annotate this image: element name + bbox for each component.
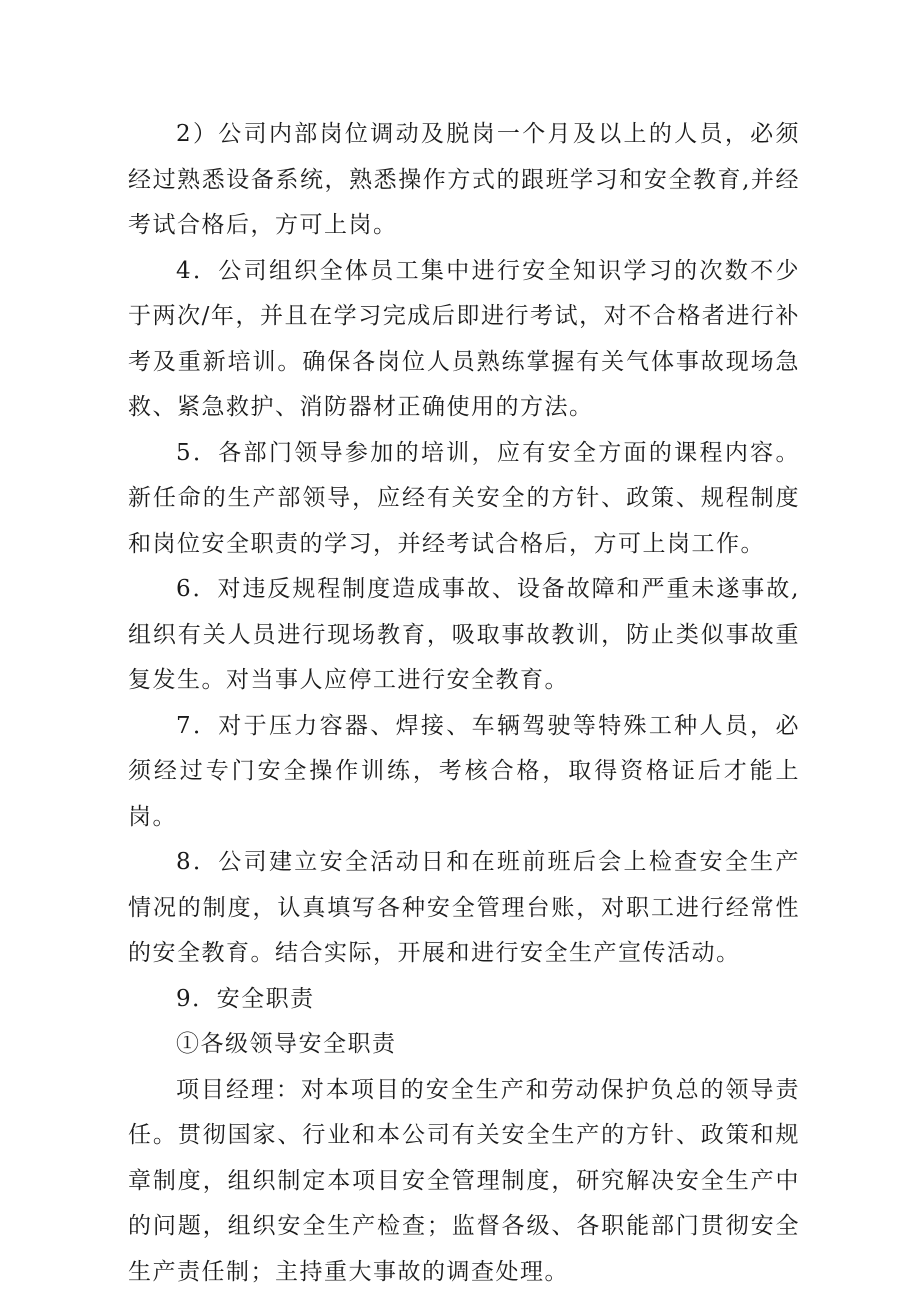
paragraph-item-6-accident-education: 6．对违反规程制度造成事故、设备故障和严重未遂事故,组织有关人员进行现场教育，吸取事故教训，防止类似事故重复发生。对当事人应停工进行安全教育。 (128, 576, 800, 693)
paragraph-project-manager-duties: 项目经理：对本项目的安全生产和劳动保护负总的领导责任。贯彻国家、行业和本公司有关安全生产的方针、政策和规章制度，组织制定本项目安全管理制度，研究解决安全生产中的问题，组织安全生产检查；监督各级、各职能部门贯彻安全生产责任制；主持重大事故的调查处理。 (128, 1076, 800, 1285)
paragraph-item-7-special-workers: 7．对于压力容器、焊接、车辆驾驶等特殊工种人员，必须经过专门安全操作训练，考核合格，取得资格证后才能上岗。 (128, 712, 800, 830)
paragraph-item-4-group-study: 4．公司组织全体员工集中进行安全知识学习的次数不少于两次/年，并且在学习完成后即进行考试，对不合格者进行补考及重新培训。确保各岗位人员熟练掌握有关气体事故现场急救、紧急救护、消防器材正确使用的方法。 (128, 257, 800, 420)
subsection-heading-leader-duties: ①各级领导安全职责 (176, 1031, 397, 1057)
document-body (128, 112, 800, 1295)
paragraph-item-8-safety-activity-day: 8．公司建立安全活动日和在班前班后会上检查安全生产情况的制度，认真填写各种安全管理台账，对职工进行经常性的安全教育。结合实际，开展和进行安全生产宣传活动。 (128, 849, 800, 966)
paragraph-transfer-training: 2）公司内部岗位调动及脱岗一个月及以上的人员，必须经过熟悉设备系统，熟悉操作方式的跟班学习和安全教育,并经考试合格后，方可上岗。 (128, 121, 800, 238)
section-heading-safety-duties: 9．安全职责 (176, 985, 315, 1012)
paragraph-item-5-leader-training: 5．各部门领导参加的培训，应有安全方面的课程内容。新任命的生产部领导，应经有关安全的方针、政策、规程制度和岗位安全职责的学习，并经考试合格后，方可上岗工作。 (128, 439, 800, 557)
